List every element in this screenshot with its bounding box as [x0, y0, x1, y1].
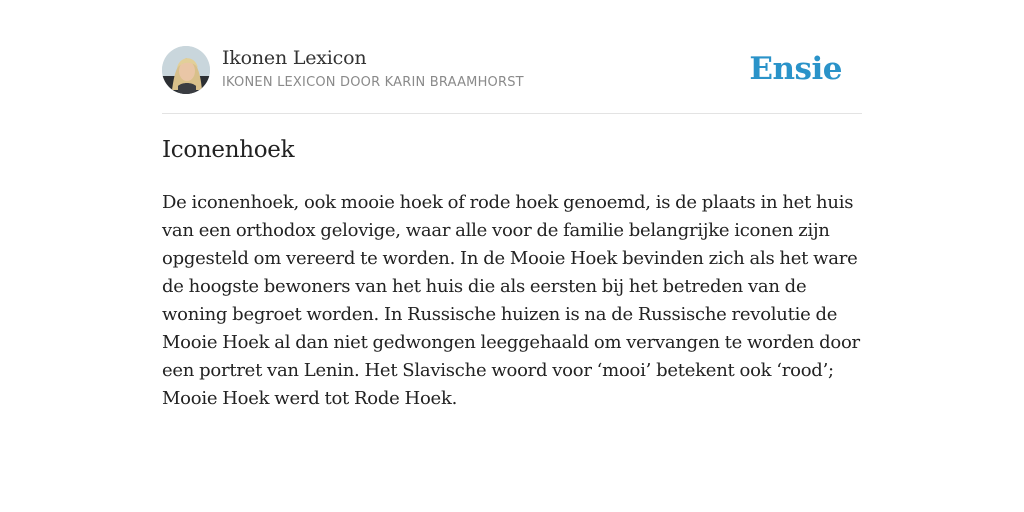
author-portrait-icon	[162, 46, 210, 94]
brand-logo[interactable]: Ensie	[749, 51, 842, 87]
lexicon-subtitle[interactable]: IKONEN LEXICON DOOR KARIN BRAAMHORST	[222, 75, 524, 90]
header-divider	[162, 113, 862, 114]
lexicon-title[interactable]: Ikonen Lexicon	[222, 47, 367, 69]
entry-title: Iconenhoek	[162, 137, 295, 163]
entry-body: De iconenhoek, ook mooie hoek of rode hoek genoemd, is de plaats in het huis van een orthodox gelovige, waar alle voor de familie belangrijke iconen zijn opgesteld om vereerd te worden. In de Mooie Hoek bevinden zich als het ware de hoogste bewoners van het huis die als eersten bij het betreden van de woning begroet worden. In Russische huizen is na de Russische revolutie de Mooie Hoek al dan niet gedwongen leeggehaald om vervangen te worden door een portret van Lenin. Het Slavische woord voor ‘mooi’ betekent ook ‘rood’; Mooie Hoek werd tot Rode Hoek.	[162, 192, 860, 409]
lexicon-header	[162, 46, 862, 96]
entry-card	[162, 0, 862, 512]
author-avatar[interactable]	[162, 46, 210, 94]
